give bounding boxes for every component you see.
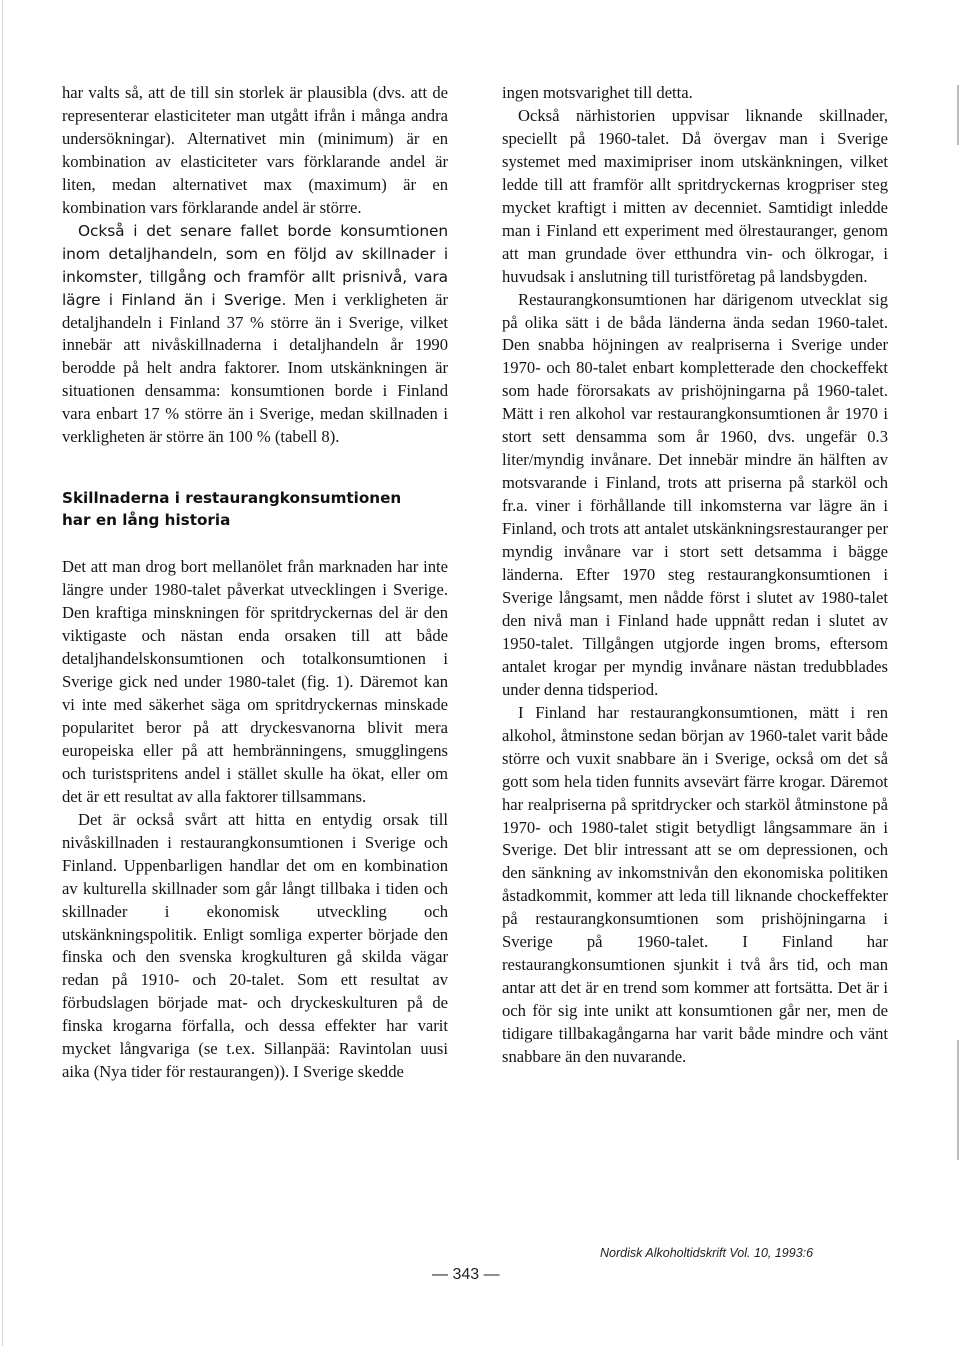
paragraph-no-equivalent: ingen motsvarighet till detta.: [502, 83, 693, 102]
paragraph-retail-rest: Men i verkligheten är detaljhandeln i Finland 37 % större än i Sverige, vilket innebär att nivåskillnaderna i detaljhandeln år 1990 berodde på helt andra faktorer. Inom utskänkningen är situationen densamma: konsumtionen borde i Finland vara enbart 17 % större än i Sverige, medan skillnaden i verkligheten är större än 100 % (tabell 8).: [62, 289, 448, 447]
scan-mark-right-bottom: [957, 1040, 959, 1160]
scan-edge-left: [2, 0, 3, 1346]
paragraph-retail-comparison: [62, 220, 448, 450]
paragraph-restaurant-development: Restaurangkonsumtionen har därigenom utvecklat sig på olika sätt i de båda länderna ända sedan 1960-talet. Den snabba höjningen av realpriserna i Sverige under 1970- och 80-talet enbart kompletterade den chockeffekt som hade förorsakats av prishöjningarna på 1960-talet. Mätt i ren alkohol var restaurangkonsumtionen år 1970 i stort sett densamma som år 1960, dvs. ungefär 0.3 liter/myndig invånare. Det innebär mindre än hälften av motsvarande i Finland, trots att priserna på starköl och fr.a. viner i förhållande till inkomsterna var lägre än i Finland, och trots att antalet utskänkningsrestauranger per myndig invånare var i stort sett detsamma i bägge länderna. Efter 1970 steg restaurangkonsumtionen i Sverige långsamt, men nådde först i slutet av 1980-talet den nivå man i Finland hade uppnått redan i slutet av 1950-talet. Tillgången utgjorde ingen broms, eftersom antalet krogar per myndig invånare nästan tredubblades under denna tidsperiod.: [502, 289, 888, 699]
page-number: — 343 —: [432, 1266, 500, 1283]
scan-mark-right-top: [957, 85, 959, 145]
paragraph-level-difference: Det är också svårt att hitta en entydig orsak till nivåskillnaden i restaurangkonsumtionen i Sverige och Finland. Uppenbarligen handlar det om en kombination av kulturella skillnader som går långt tillbaka i tiden och skillnader i ekonomisk utveckling och utskänkningspolitik. Enligt somliga experter började den finska och den svenska krogkulturen gå skilda vägar redan på 1910- och 20-talet. Som ett resultat av förbudslagen började mat- och dryckeskulturen på de finska krogarna förfalla, och dessa effekter har varit mycket långvariga (se t.ex. Sillanpää: Ravintolan uusi aika (Nya tider för restaurangen)). I Sverige skedde: [62, 809, 448, 1082]
paragraph-recent-history: Också närhistorien uppvisar liknande skillnader, speciellt på 1960-talet. Då övergav man i Sverige systemet med maximipriser inom utskänkningen, vilket ledde till att framför allt spritdryckernas krogpriser steg mycket kraftigt i mitten av decenniet. Samtidigt inledde man i Finland ett experiment med ölrestauranger, genom att man grundade över etthundra vin- och ölkrogar, i huvudsak i anslutning till turistföretag på landsbygden.: [502, 105, 888, 286]
paragraph-medium-beer: Det att man drog bort mellanölet från marknaden har inte längre under 1980-talet påverkat utvecklingen i Sverige. Den kraftiga minskningen för spritdryckernas del är den viktigaste och nästan enda orsaken till att både detaljhandelskonsumtionen och totalkonsumtionen i Sverige gick ned under 1980-talet (fig. 1). Däremot kan vi inte med säkerhet säga om spritdryckernas minskade popularitet beror på att dryckesvanorna blivit mera europeiska eller på att hembränningens, smugglingens och turistspritens andel i stället skulle ha ökat, eller om det är ett resultat av alla faktorer tillsammans.: [62, 557, 448, 806]
section-heading-line-2: har en lång historia: [62, 511, 231, 530]
paragraph-alternatives: har valts så, att de till sin storlek är plausibla (dvs. att de representerar elasticiteter man utgått ifrån i många andra undersökningar). Alternativet min (minimum) är en kombination av elasticiteter vars förklarande andel är liten, medan alternativet max (maximum) är en kombination vars förklarande andel är större.: [62, 83, 448, 217]
section-heading-line-1: Skillnaderna i restaurangkonsumtionen: [62, 489, 402, 508]
journal-citation: Nordisk Alkoholtidskrift Vol. 10, 1993:6: [600, 1246, 814, 1260]
paragraph-retail-lead: Också i det senare fallet borde konsumtionen inom detaljhandeln, som en följd av skillnader i inkomster, tillgång och framför allt prisnivå, vara lägre i Finland än i Sverige.: [62, 221, 448, 309]
right-column: [502, 82, 888, 1069]
paragraph-finland-restaurants: I Finland har restaurangkonsumtionen, mätt i ren alkohol, åtminstone sedan början av 1960-talet varit både större och vuxit snabbare än i Sverige, också om det så gott som hela tiden funnits avsevärt färre krogar. Däremot har realpriserna på spritdrycker och starköl åtminstone på 1970- och 1980-talet stigit betydligt långsammare än i Sverige. Det blir intressant att se om depressionen, och den sänkning av inkomstnivån den ekonomiska politiken åstadkommit, kommer att leda till liknande chockeffekter på restaurangkonsumtionen som prishöjningarna i Sverige på 1960-talet. I Finland har restaurangkonsumtionen sjunkit i två års tid, och man antar att det är en trend som kommer att fortsätta. Det är i och för sig inte unikt att konsumtionen går ner, men de tidigare tillbakagångarna har varit både mindre och vänt snabbare än den nuvarande.: [502, 702, 888, 1067]
left-column: [62, 82, 448, 1084]
section-heading: [62, 487, 448, 531]
